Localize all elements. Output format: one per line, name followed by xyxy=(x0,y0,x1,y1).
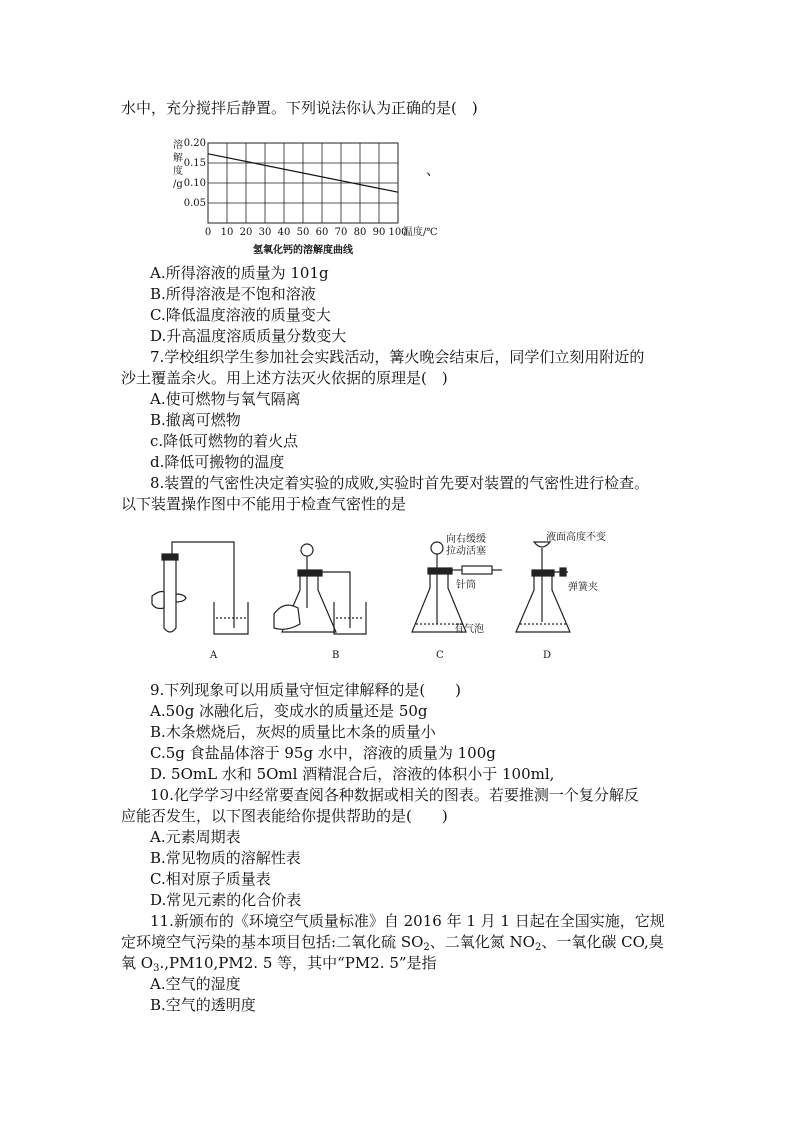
chart-caption: 氢氧化钙的溶解度曲线 xyxy=(253,245,353,256)
apparatus-svg xyxy=(150,528,650,668)
q7-option-a: A.使可燃物与氧气隔离 xyxy=(150,390,301,408)
q11-line2-c: 、一氧化碳 CO,臭 xyxy=(541,933,664,951)
q11-line2-b: 、二氧化氮 NO xyxy=(429,933,535,951)
y-tick-label: 0.10 xyxy=(183,178,206,189)
apparatus-b xyxy=(274,544,366,661)
delivery-tube-b xyxy=(316,572,350,628)
label-d: D xyxy=(543,650,552,661)
y-axis-label: 度 xyxy=(173,166,183,177)
x-tick-label: 100 xyxy=(388,227,408,238)
test-tube-a xyxy=(164,558,176,632)
q7-option-c: c.降低可燃物的着火点 xyxy=(150,432,299,450)
funnel-bulb-b xyxy=(301,544,313,556)
q6-stem: 水中，充分搅拌后静置。下列说法你认为正确的是( ) xyxy=(121,99,478,117)
x-tick-label: 60 xyxy=(315,227,329,238)
label-c-note2: 拉动活塞 xyxy=(446,546,486,557)
y-axis-label: 溶 xyxy=(173,140,183,151)
x-tick-label: 10 xyxy=(220,227,234,238)
hand-a xyxy=(152,592,164,609)
y-tick-label: 0.05 xyxy=(183,198,206,209)
q9-option-d: D. 5OmL 水和 5Oml 酒精混合后，溶液的体积小于 100ml, xyxy=(150,765,555,783)
stray-mark: 、 xyxy=(426,163,440,179)
stopper-c xyxy=(428,568,452,574)
q7-stem-line1: 7.学校组织学生参加社会实践活动，篝火晚会结束后，同学们立刻用附近的 xyxy=(150,348,645,366)
label-c: C xyxy=(436,650,444,661)
label-d-level: 液面高度不变 xyxy=(546,532,606,543)
q9-option-a: A.50g 冰融化后，变成水的质量还是 50g xyxy=(150,702,428,720)
stopper-d xyxy=(532,570,554,576)
q9-stem: 9.下列现象可以用质量守恒定律解释的是( ) xyxy=(150,681,462,699)
q11-stem-line1: 11.新颁布的《环境空气质量标准》自 2016 年 1 月 1 日起在全国实施，它规 xyxy=(150,912,665,930)
q10-stem-line1: 10.化学学习中经常要查阅各种数据或相关的图表。若要推测一个复分解反 xyxy=(150,786,639,804)
x-tick-label: 30 xyxy=(258,227,272,238)
label-c-note1: 向右缓缓 xyxy=(446,534,486,545)
q11-option-b: B.空气的透明度 xyxy=(150,996,256,1014)
q7-option-d: d.降低可搬物的温度 xyxy=(150,453,285,471)
x-tick-label: 50 xyxy=(296,227,310,238)
q7-stem-line2: 沙土覆盖余火。用上述方法灭火依据的原理是( ) xyxy=(121,369,448,387)
q7-option-b: B.撤离可燃物 xyxy=(150,411,241,429)
beaker-a xyxy=(214,602,248,634)
q11-sub-so2: 2 xyxy=(423,942,430,953)
x-axis-label: 温度/℃ xyxy=(403,227,438,238)
y-axis-label: 解 xyxy=(173,153,183,164)
q11-option-a: A.空气的湿度 xyxy=(150,975,241,993)
y-axis-label: /g xyxy=(173,179,183,190)
q11-line3-a: 氧 O xyxy=(121,954,154,972)
q11-line3-b: .,PM10,PM2. 5 等，其中“PM2. 5”是指 xyxy=(159,954,437,972)
delivery-tube-a xyxy=(172,542,234,628)
q6-option-c: C.降低温度溶液的质量变大 xyxy=(150,306,331,324)
syringe-c xyxy=(462,566,492,574)
x-tick-label: 0 xyxy=(204,227,212,238)
q10-stem-line2: 应能否发生，以下图表能给你提供帮助的是( ) xyxy=(121,807,448,825)
q10-option-a: A.元素周期表 xyxy=(150,828,241,846)
q8-stem-line1: 8.装置的气密性决定着实验的成败,实验时首先要对装置的气密性进行检查。 xyxy=(150,474,650,492)
x-tick-label: 20 xyxy=(239,227,253,238)
y-tick-label: 0.15 xyxy=(183,158,206,169)
label-d-clamp: 弹簧夹 xyxy=(568,582,598,593)
apparatus-figure xyxy=(150,528,650,668)
q10-option-d: D.常见元素的化合价表 xyxy=(150,891,302,909)
stopper-a xyxy=(162,554,178,560)
q10-option-c: C.相对原子质量表 xyxy=(150,870,271,888)
label-c-bubbles: 有气泡 xyxy=(454,624,484,635)
q9-option-c: C.5g 食盐晶体溶于 95g 水中，溶液的质量为 100g xyxy=(150,744,496,762)
x-tick-label: 90 xyxy=(372,227,386,238)
q11-line2-a: 定环境空气污染的基本项目包括:二氧化硫 SO xyxy=(121,933,424,951)
q6-option-b: B.所得溶液是不饱和溶液 xyxy=(150,285,316,303)
q8-stem-line2: 以下装置操作图中不能用于检查气密性的是 xyxy=(121,495,407,513)
apparatus-c xyxy=(412,532,502,661)
q11-sub-o3: 3 xyxy=(153,963,160,974)
q6-option-a: A.所得溶液的质量为 101g xyxy=(150,264,329,282)
y-tick-label: 0.20 xyxy=(183,138,206,149)
apparatus-a xyxy=(152,542,248,661)
q10-option-b: B.常见物质的溶解性表 xyxy=(150,849,301,867)
x-tick-label: 70 xyxy=(334,227,348,238)
label-b: B xyxy=(332,650,340,661)
solubility-chart xyxy=(168,138,438,263)
q6-option-d: D.升高温度溶质质量分数变大 xyxy=(150,327,347,345)
q9-option-b: B.木条燃烧后，灰烬的质量比木条的质量小 xyxy=(150,723,436,741)
label-c-syringe: 针筒 xyxy=(456,580,476,591)
hand-b xyxy=(274,605,300,629)
finger-a xyxy=(176,594,186,602)
apparatus-d xyxy=(516,530,606,661)
clamp-d xyxy=(560,568,566,576)
x-tick-label: 80 xyxy=(353,227,367,238)
funnel-bulb-c xyxy=(431,542,443,554)
q11-sub-no2: 2 xyxy=(534,942,542,953)
x-tick-label: 40 xyxy=(277,227,291,238)
solubility-chart-svg xyxy=(168,138,438,263)
label-a: A xyxy=(210,650,218,661)
stopper-b xyxy=(298,570,322,576)
